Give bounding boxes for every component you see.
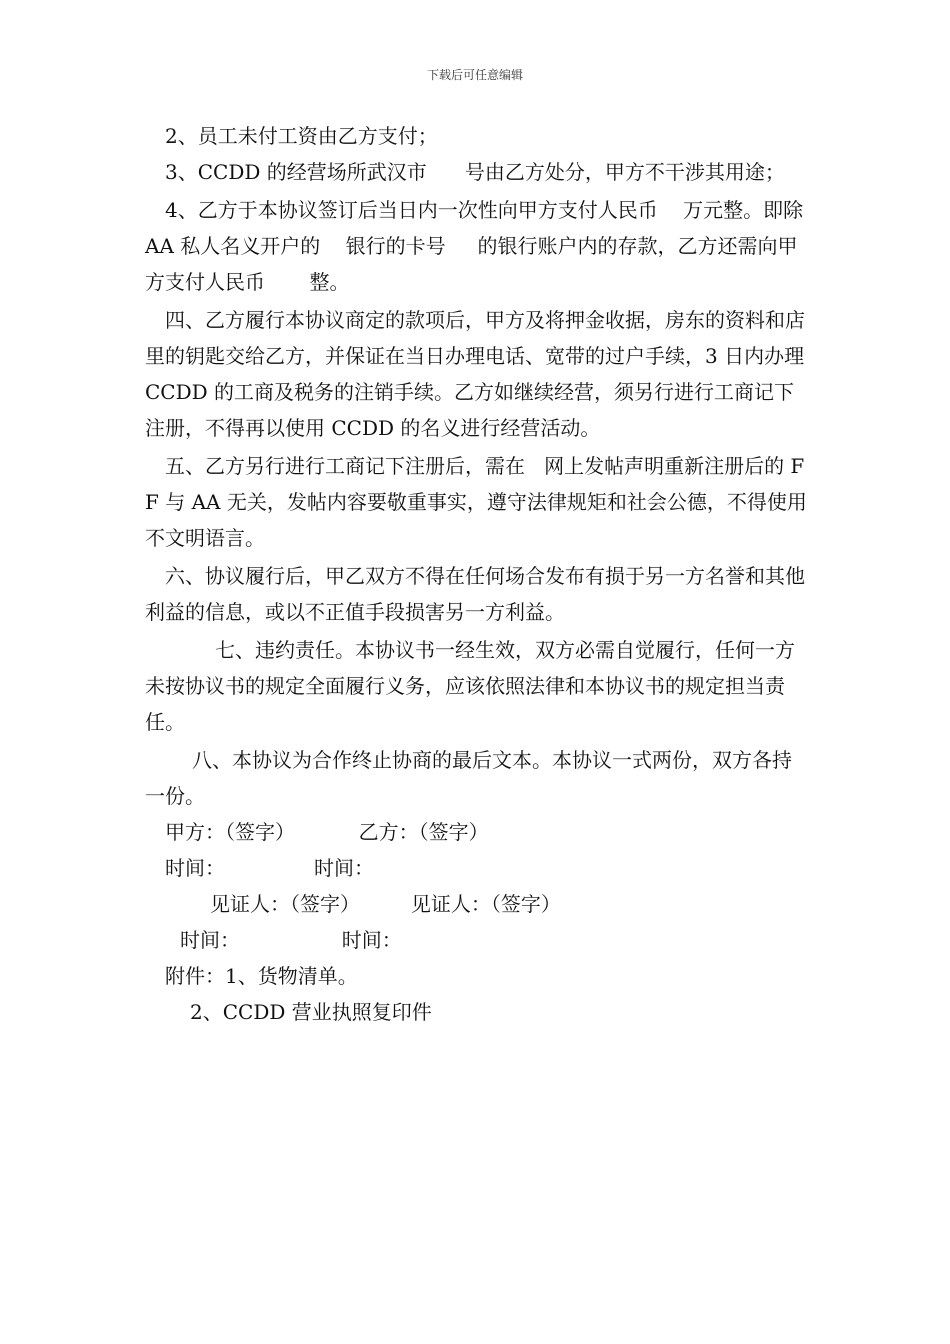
- paragraph-section-seven: 七、违约责任。本协议书一经生效，双方必需自觉履行，任何一方未按协议书的规定全面履行义务，应该依照法律和本协议书的规定担当责任。: [145, 638, 795, 734]
- document-body: [145, 118, 811, 1030]
- witness-signature-line: 见证人：（签字） 见证人：（签字）: [210, 892, 561, 916]
- paragraph-section-four: 四、乙方履行本协议商定的款项后，甲方及将押金收据，房东的资料和店里的钥匙交给乙方，并保证在当日办理电话、宽带的过户手续，3 日内办理 CCDD 的工商及税务的注销手续。乙方如继续经营，须另行进行工商记下注册，不得再以使用 CCDD 的名义进行经营活动。: [145, 308, 811, 440]
- paragraph-section-five: 五、乙方另行进行工商记下注册后，需在 网上发帖声明重新注册后的 FF 与 AA 无关，发帖内容要敬重事实，遵守法律规矩和社会公德，不得使用不文明语言。: [145, 454, 807, 550]
- witness-time-line: 时间： 时间：: [180, 928, 402, 952]
- attachment-line-1: 附件：1、货物清单。: [165, 964, 358, 988]
- attachment-line-2: 2、CCDD 营业执照复印件: [190, 1000, 432, 1024]
- paragraph-business-premises: 3、CCDD 的经营场所武汉市 号由乙方处分，甲方不干涉其用途；: [165, 160, 785, 184]
- page-header: 下载后可任意编辑: [426, 68, 523, 82]
- paragraph-section-six: 六、协议履行后，甲乙双方不得在任何场合发布有损于另一方名誉和其他利益的信息，或以不正值手段损害另一方利益。: [145, 564, 805, 624]
- paragraph-section-eight: 八、本协议为合作终止协商的最后文本。本协议一式两份，双方各持一份。: [145, 748, 792, 808]
- signature-party-time-line: 时间： 时间：: [165, 856, 375, 880]
- paragraph-unpaid-wages: 2、员工未付工资由乙方支付；: [165, 124, 438, 148]
- paragraph-payment: 4、乙方于本协议签订后当日内一次性向甲方支付人民币 万元整。即除 AA 私人名义开户的 银行的卡号 的银行账户内的存款，乙方还需向甲方支付人民币 整。: [145, 198, 810, 294]
- signature-party-line: 甲方：（签字） 乙方：（签字）: [165, 820, 489, 844]
